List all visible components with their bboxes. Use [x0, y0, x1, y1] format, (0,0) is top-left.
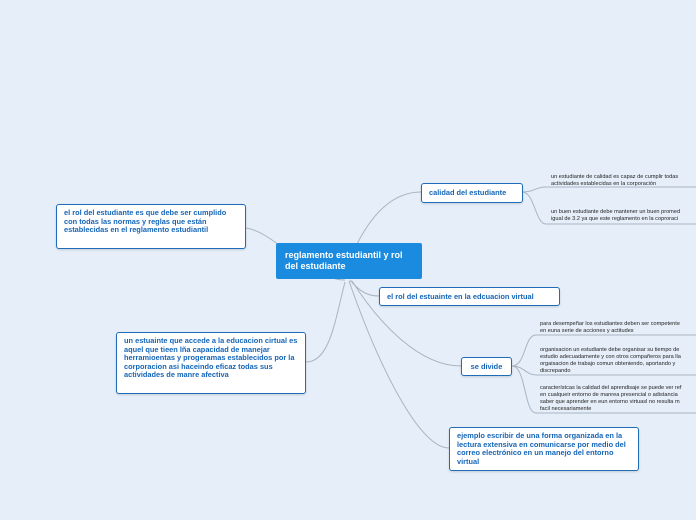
topic-estuainte-virtual[interactable] — [116, 332, 306, 394]
topic-calidad[interactable] — [421, 183, 523, 203]
link-central-estuainte — [306, 282, 345, 362]
leaf-divide-3[interactable] — [540, 385, 696, 413]
leaf-line: actividades establecidas en la corporación — [551, 180, 657, 187]
leaf-line: en cualqueir entorno de manrea presencial o adistancia — [540, 391, 678, 398]
central-topic-text: reglamento estudiantil y rol del estudiante — [285, 250, 403, 271]
topic-rol-estudiante-text: el rol del estudiante es que debe ser cumplido con todas las normas y reglas que están establecidas en el reglamento estudiantil — [64, 208, 227, 235]
leaf-line: estudio adecuadamente y con otros compañeros para lla — [540, 353, 681, 360]
leaf-line: característcas la calidad del aprendisaje se puede ver ref — [540, 385, 682, 391]
leaf-line: discrepando — [540, 367, 571, 374]
leaf-line: organisacion un estudiante debe organisar su tiempo de — [540, 347, 680, 353]
topic-rol-virtual[interactable] — [379, 287, 560, 306]
topic-rol-estudiante[interactable] — [56, 204, 246, 249]
topic-se-divide-text: se divide — [470, 362, 503, 371]
leaf-divide-1[interactable] — [540, 321, 696, 335]
topic-estuainte-virtual-text: un estuainte que accede a la educacion cirtual es aquel que tieen lña capacidad de manejar herramioentas y progeramas establecidos por la corporacion asi haceindo eficaz todas sus actividades de manre afectiva — [124, 336, 298, 380]
topic-se-divide[interactable] — [461, 357, 512, 376]
link-central-rol-virtual — [350, 280, 379, 296]
topic-rol-virtual-text: el rol del estuainte en la edcuacion virtual — [387, 292, 534, 301]
link-central-ejemplo — [349, 281, 449, 448]
leaf-calidad-2[interactable] — [551, 209, 696, 223]
leaf-calidad-1[interactable] — [551, 174, 696, 188]
topic-calidad-text: calidad del estudiante — [429, 188, 507, 197]
leaf-line: orgaisacion de trabajo comun obteniendo, aportando y — [540, 360, 676, 367]
topic-ejemplo-text: ejemplo escribir de una forma organizada en la lectura extensiva en comunicarse por medio del correo electrónico en un manejo del entorno virtual — [457, 431, 626, 466]
link-central-calidad — [357, 192, 421, 244]
leaf-line: un estudiante de calidad es capaz de cumplir todas — [551, 174, 679, 180]
leaf-line: un buen estudiante debe mantener un buen promed — [551, 209, 681, 215]
leaf-divide-2[interactable] — [540, 347, 696, 375]
leaf-line: igual de 3.2 ya que este reglamento en la coproraci — [551, 215, 679, 222]
topic-ejemplo[interactable] — [449, 427, 639, 471]
central-topic[interactable] — [276, 243, 422, 279]
leaf-line: facil necesariamente — [540, 405, 592, 412]
leaf-line: en euna serie de acciones y actitudes — [540, 327, 634, 334]
leaf-line: saber que aprender en eun entorno virtuasl no resulta m — [540, 398, 680, 405]
leaf-line: para desempeñar los estudiantes deben ser competente — [540, 321, 680, 327]
